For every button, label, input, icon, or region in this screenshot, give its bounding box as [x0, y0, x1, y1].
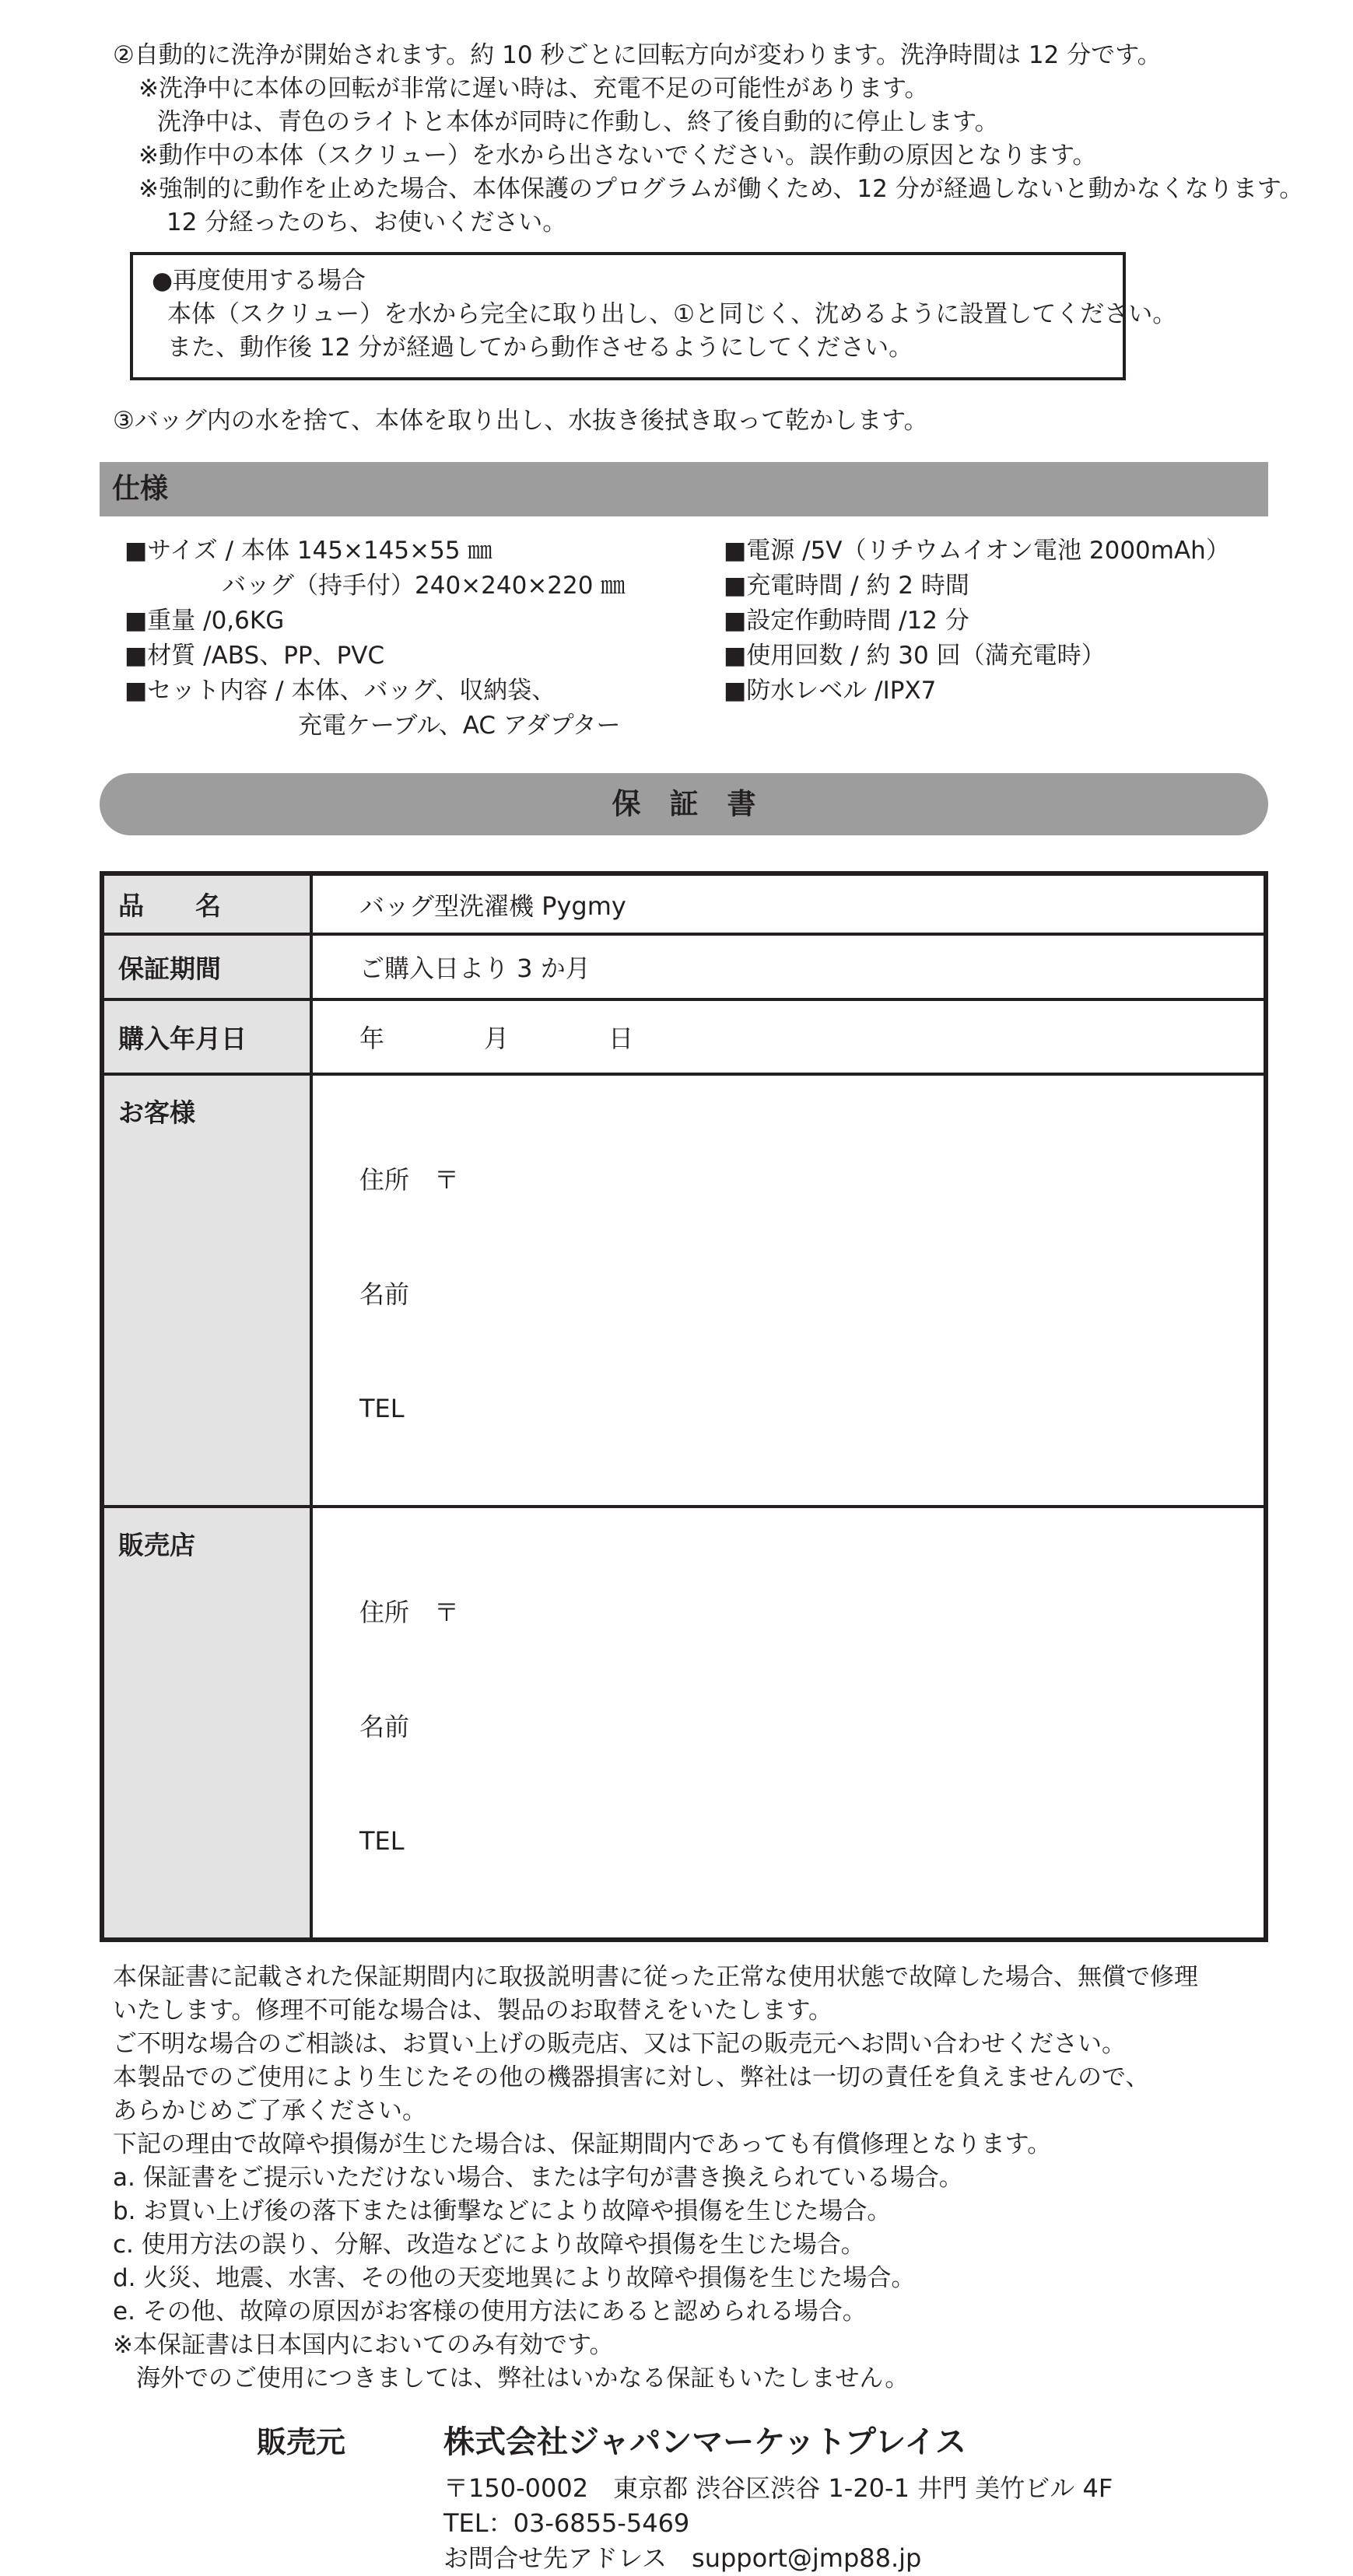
row-label-product-name: 品 名	[102, 873, 311, 934]
row-value-warranty-period: ご購入日より 3 か月	[311, 934, 1266, 999]
warranty-terms	[113, 1961, 1306, 2396]
table-row-store	[102, 1507, 1266, 1940]
warranty-header-bar	[100, 773, 1268, 835]
spec-item-waterproof: ■防水レベル /IPX7	[724, 677, 937, 705]
reuse-note-line: 本体（スクリュー）を水から完全に取り出し、①と同じく、沈めるように設置してください。	[167, 300, 1177, 328]
spec-item-charge-time: ■充電時間 / 約 2 時間	[724, 572, 969, 600]
reuse-note-line: また、動作後 12 分が経過してから動作させるようにしてください。	[167, 334, 913, 362]
row-value-product-name: バッグ型洗濯機 Pygmy	[311, 873, 1266, 934]
spec-item-power: ■電源 /5V（リチウムイオン電池 2000mAh）	[724, 537, 1230, 565]
store-name-field: 名前	[359, 1712, 410, 1741]
specs-header-bar	[100, 462, 1268, 516]
step3-instruction: ③バッグ内の水を捨て、本体を取り出し、水抜き後拭き取って乾かします。	[113, 407, 928, 435]
store-tel-field: TEL	[359, 1826, 405, 1856]
instruction-note: ※強制的に動作を止めた場合、本体保護のプログラムが働くため、12 分が経過しないと動かなくなります。	[138, 175, 1304, 203]
terms-note-overseas: 海外でのご使用につきましては、弊社はいかなる保証もいたしません。	[136, 2364, 910, 2392]
terms-note-domestic: ※本保証書は日本国内においてのみ有効です。	[113, 2331, 614, 2359]
table-row-warranty-period	[102, 934, 1266, 999]
customer-tel-field: TEL	[359, 1394, 405, 1423]
row-label-purchase-date: 購入年月日	[102, 999, 311, 1074]
terms-line: あらかじめご了承ください。	[113, 2097, 426, 2125]
spec-item-uses: ■使用回数 / 約 30 回（満充電時）	[724, 642, 1106, 670]
seller-label: 販売元	[257, 2425, 346, 2459]
seller-company: 株式会社ジャパンマーケットプレイス	[443, 2424, 966, 2460]
seller-address: 〒150-0002 東京都 渋谷区渋谷 1-20-1 井門 美竹ビル 4F	[443, 2473, 1113, 2503]
table-row-customer	[102, 1074, 1266, 1507]
row-value-store	[311, 1507, 1266, 1940]
spec-item-size-bag: バッグ（持手付）240×240×220 ㎜	[222, 572, 626, 600]
specs-section	[0, 534, 1353, 744]
terms-item-c: c. 使用方法の誤り、分解、改造などにより故障や損傷を生じた場合。	[113, 2231, 865, 2259]
row-label-customer: お客様	[102, 1074, 311, 1507]
row-value-customer	[311, 1074, 1266, 1507]
seller-contact-email: お問合せ先アドレス support@jmp88.jp	[443, 2543, 922, 2573]
table-row-purchase-date	[102, 999, 1266, 1074]
spec-item-run-time: ■設定作動時間 /12 分	[724, 607, 969, 635]
row-value-purchase-date: 年 月 日	[311, 999, 1266, 1074]
seller-address-block	[443, 2471, 1353, 2576]
reuse-note-box	[130, 252, 1177, 380]
terms-item-a: a. 保証書をご提示いただけない場合、または字句が書き換えられている場合。	[113, 2164, 963, 2192]
instruction-line: ②自動的に洗浄が開始されます。約 10 秒ごとに回転方向が変わります。洗浄時間は 12 分です。	[113, 41, 1162, 69]
specs-right-column	[724, 534, 1268, 744]
terms-line: 本製品でのご使用により生じたその他の機器損害に対し、弊社は一切の責任を負えませんので、	[113, 2063, 1150, 2091]
store-address-field: 住所 〒	[359, 1598, 460, 1627]
spec-item-material: ■材質 /ABS、PP、PVC	[124, 642, 385, 670]
warranty-table	[100, 871, 1268, 1942]
instruction-note: ※洗浄中に本体の回転が非常に遅い時は、充電不足の可能性があります。	[138, 75, 929, 103]
instruction-line: 洗浄中は、青色のライトと本体が同時に作動し、終了後自動的に停止します。	[157, 108, 999, 136]
instruction-line: 12 分経ったのち、お使いください。	[166, 208, 567, 236]
step2-instructions	[0, 0, 1353, 240]
customer-address-field: 住所 〒	[359, 1165, 460, 1195]
terms-line: 本保証書に記載された保証期間内に取扱説明書に従った正常な使用状態で故障した場合、無償で修理	[113, 1963, 1198, 1991]
spec-item-weight: ■重量 /0,6KG	[124, 607, 285, 635]
seller-tel: TEL：03-6855-5469	[443, 2508, 690, 2538]
terms-item-b: b. お買い上げ後の落下または衝撃などにより故障や損傷を生じた場合。	[113, 2197, 892, 2225]
row-label-warranty-period: 保証期間	[102, 934, 311, 999]
spec-item-contents-cont: 充電ケーブル、AC アダプター	[298, 712, 621, 740]
spec-item-size: ■サイズ / 本体 145×145×55 ㎜	[124, 537, 492, 565]
seller-row	[0, 2417, 1353, 2462]
terms-item-d: d. 火災、地震、水害、その他の天変地異により故障や損傷を生じた場合。	[113, 2264, 916, 2292]
terms-item-e: e. その他、故障の原因がお客様の使用方法にあると認められる場合。	[113, 2298, 867, 2326]
warranty-header-title: 保 証 書	[612, 787, 756, 821]
terms-line: いたします。修理不可能な場合は、製品のお取替えをいたします。	[113, 1997, 833, 2025]
specs-left-column	[124, 534, 724, 744]
reuse-note-title: ●再度使用する場合	[152, 267, 366, 295]
specs-header-title: 仕様	[112, 473, 169, 505]
table-row-product-name	[102, 873, 1266, 934]
spec-item-contents: ■セット内容 / 本体、バッグ、収納袋、	[124, 677, 556, 705]
terms-line: ご不明な場合のご相談は、お買い上げの販売店、又は下記の販売元へお問い合わせください。	[113, 2030, 1126, 2058]
customer-name-field: 名前	[359, 1279, 410, 1309]
seller-section	[0, 2417, 1353, 2576]
instruction-note: ※動作中の本体（スクリュー）を水から出さないでください。誤作動の原因となります。	[138, 142, 1097, 170]
row-label-store: 販売店	[102, 1507, 311, 1940]
terms-line: 下記の理由で故障や損傷が生じた場合は、保証期間内であっても有償修理となります。	[113, 2130, 1052, 2158]
